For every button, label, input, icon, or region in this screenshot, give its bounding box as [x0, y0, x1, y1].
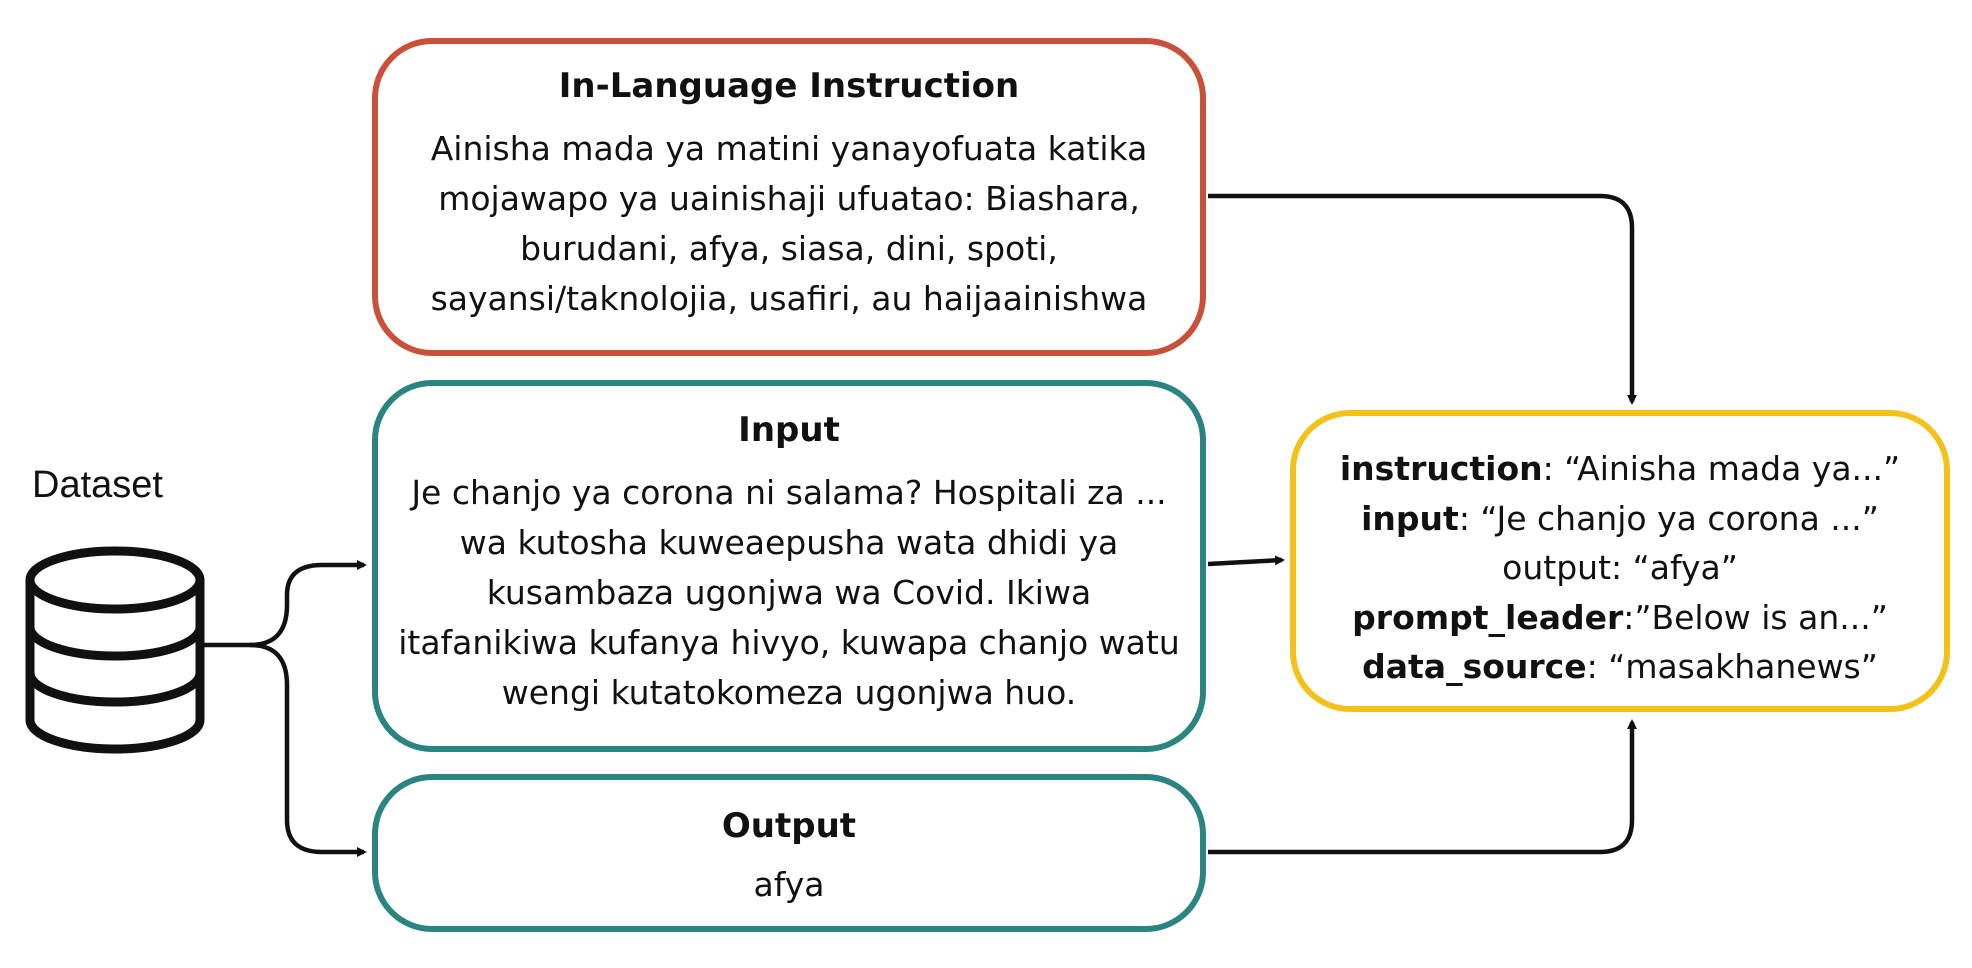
arrow-dataset-to-input [250, 565, 364, 645]
record-sep: : [1542, 449, 1565, 488]
output-box [372, 774, 1206, 932]
record-sep: : [1458, 498, 1481, 538]
record-key: instruction [1339, 449, 1543, 488]
dataset-label: Dataset [32, 464, 163, 506]
record-value: ”Below is an...” [1634, 597, 1888, 637]
record-sep: : [1611, 548, 1633, 587]
instruction-box [372, 38, 1206, 356]
record-sep: : [1586, 647, 1609, 686]
input-box [372, 380, 1206, 752]
record-key: output [1502, 548, 1612, 587]
instruction-title: In-Language Instruction [558, 66, 1020, 106]
arrow-dataset-to-output [250, 645, 364, 852]
record-field-data-source [1296, 642, 1944, 692]
input-title: Input [738, 410, 840, 450]
record-sep: : [1623, 597, 1635, 637]
record-key: data_source [1362, 647, 1587, 686]
record-value: “afya” [1632, 548, 1738, 587]
record-field-instruction [1296, 444, 1944, 494]
record-value: “masakhanews” [1608, 647, 1878, 686]
arrow-input-to-record [1208, 560, 1282, 564]
record-value: “Ainisha mada ya...” [1564, 449, 1901, 488]
record-value: “Je chanjo ya corona ...” [1480, 498, 1879, 538]
record-key: input [1361, 498, 1459, 538]
input-text: Je chanjo ya corona ni salama? Hospitali za ... wa kutosha kuweaepusha wata dhidi ya kusambaza ugonjwa wa Covid. Ikiwa itafanikiwa kufanya hivyo, kuwapa chanjo watu wengi kutatokomeza ugonjwa huo. [398, 473, 1180, 712]
record-box [1290, 410, 1950, 712]
record-field-input [1296, 494, 1944, 544]
output-text: afya [753, 865, 825, 904]
arrow-instruction-to-record [1208, 196, 1632, 402]
output-title: Output [721, 806, 857, 846]
instruction-text: Ainisha mada ya matini yanayofuata katika mojawapo ya uainishaji ufuatao: Biashara, burudani, afya, siasa, dini, spoti, sayansi/taknolojia, usafiri, au haijaainishwa [430, 129, 1148, 318]
record-field-prompt-leader [1296, 593, 1944, 643]
record-field-output [1296, 543, 1944, 593]
arrow-output-to-record [1208, 722, 1632, 852]
record-key: prompt_leader [1352, 597, 1624, 637]
